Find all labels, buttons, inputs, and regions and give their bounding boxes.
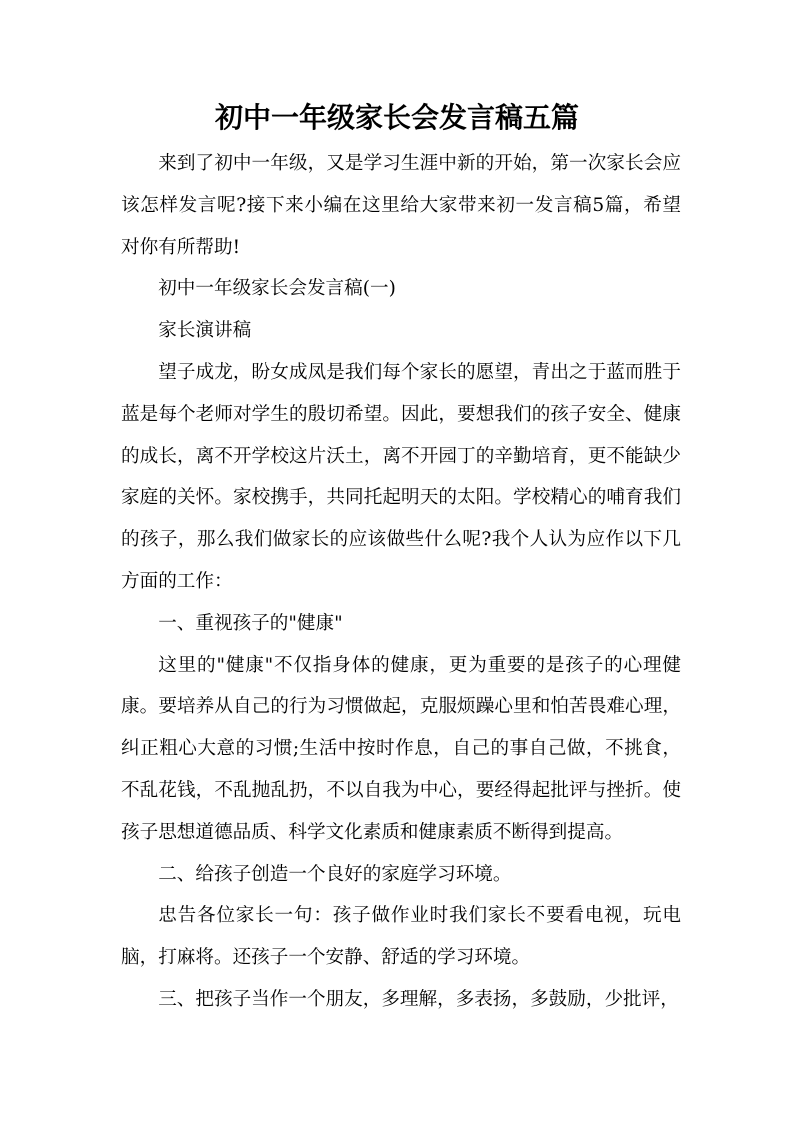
paragraph-point-one-body: 这里的"健康"不仅指身体的健康，更为重要的是孩子的心理健康。要培养从自己的行为习惯做起，克服烦躁心里和怕苦畏难心理，纠正粗心大意的习惯;生活中按时作息，自己的事自己做，不挑食，不乱花钱，不乱抛乱扔，不以自我为中心，要经得起批评与挫折。使孩子思想道德品质、科学文化素质和健康素质不断得到提高。 — [121, 654, 681, 843]
paragraph-subheading: 家长演讲稿 — [158, 320, 252, 342]
paragraph-point-two-heading: 二、给孩子创造一个良好的家庭学习环境。 — [158, 863, 512, 885]
document-body — [121, 143, 681, 1021]
paragraph-main: 望子成龙，盼女成凤是我们每个家长的愿望，青出之于蓝而胜于蓝是每个老师对学生的殷切希望。因此，要想我们的孩子安全、健康的成长，离不开学校这片沃土，离不开园丁的辛勤培育，更不能缺少家庭的关怀。家校携手，共同托起明天的太阳。学校精心的哺育我们的孩子，那么我们做家长的应该做些什么呢?我个人认为应作以下几方面的工作： — [121, 361, 681, 592]
paragraph-point-three-heading: 三、把孩子当作一个朋友，多理解，多表扬，多鼓励，少批评， — [158, 988, 679, 1010]
paragraph-point-one-heading: 一、重视孩子的"健康" — [158, 612, 343, 634]
paragraph-point-two-body: 忠告各位家长一句：孩子做作业时我们家长不要看电视，玩电脑，打麻将。还孩子一个安静、舒适的学习环境。 — [121, 905, 681, 969]
paragraph-section-heading: 初中一年级家长会发言稿(一) — [158, 278, 396, 300]
paragraph-intro: 来到了初中一年级，又是学习生涯中新的开始，第一次家长会应该怎样发言呢?接下来小编在这里给大家带来初一发言稿5篇，希望对你有所帮助! — [121, 153, 681, 258]
document-title: 初中一年级家长会发言稿五篇 — [214, 101, 579, 134]
